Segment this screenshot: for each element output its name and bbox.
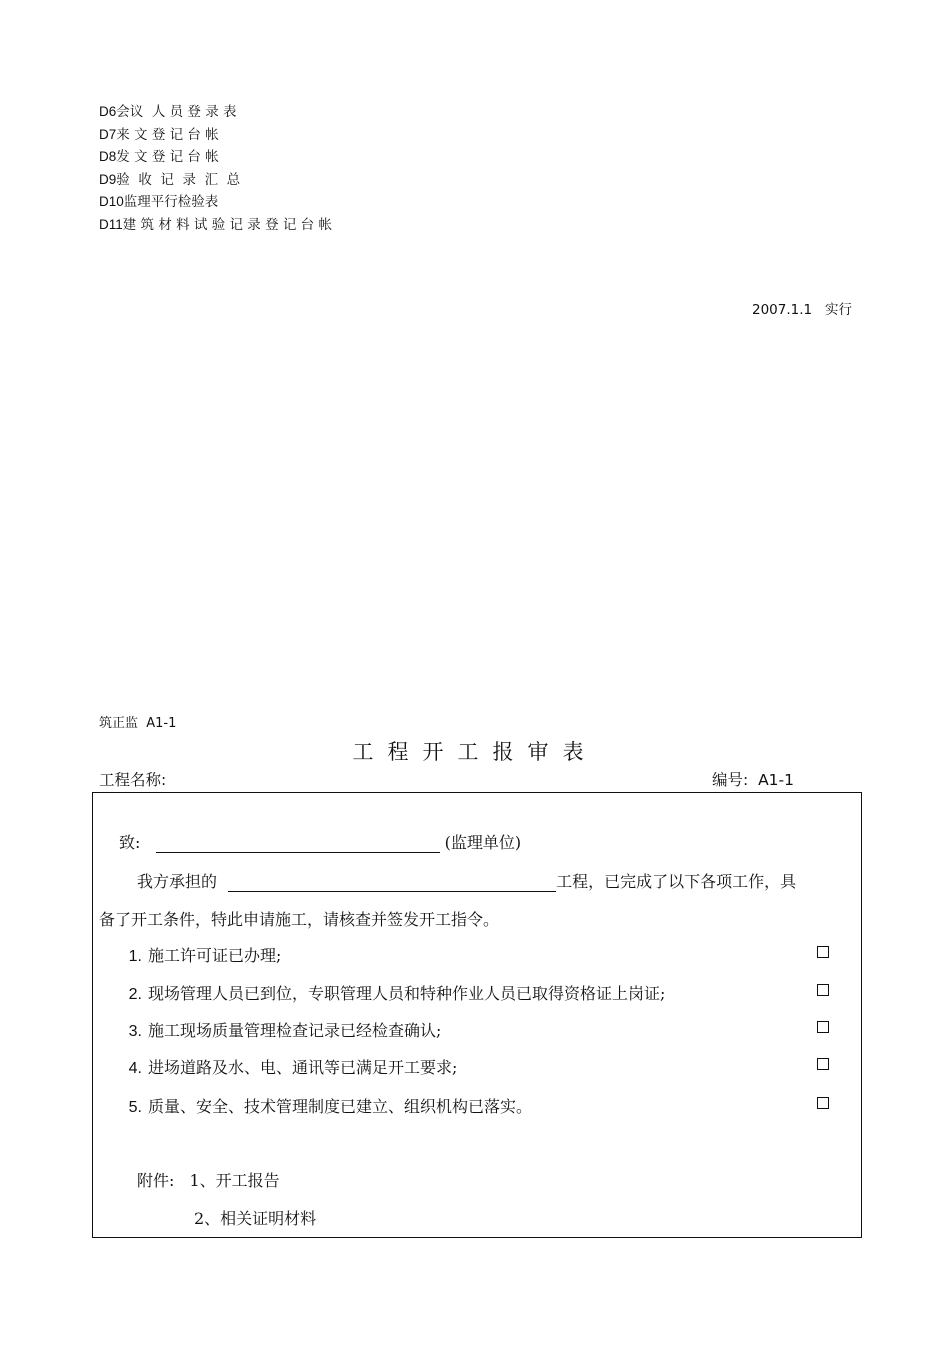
effective-date: 2007.1.1 实行 bbox=[752, 302, 852, 318]
index-item-d10 bbox=[99, 191, 332, 214]
item-number: 4. bbox=[128, 1060, 142, 1077]
intro-line bbox=[137, 869, 796, 892]
form-title: 工程开工报审表 bbox=[352, 740, 598, 764]
item-checkbox[interactable] bbox=[817, 1021, 829, 1033]
checklist-item bbox=[120, 1094, 532, 1117]
project-name-label: 工程名称: bbox=[99, 771, 167, 789]
form-code: 筑正监 A1-1 bbox=[99, 716, 177, 731]
attachments-label: 附件: bbox=[137, 1171, 175, 1190]
index-code: D7 bbox=[99, 126, 117, 142]
attachment-item: 1、开工报告 bbox=[189, 1171, 280, 1190]
item-checkbox[interactable] bbox=[817, 1097, 829, 1109]
index-title: 验 收 记 录 汇 总 bbox=[116, 171, 241, 188]
item-text: 施工许可证已办理; bbox=[148, 946, 282, 965]
index-item-d9 bbox=[99, 169, 332, 192]
index-item-d6 bbox=[99, 101, 332, 124]
checklist-item bbox=[120, 943, 281, 966]
item-text: 施工现场质量管理检查记录已经检查确认; bbox=[148, 1021, 442, 1040]
index-code: D10 bbox=[99, 194, 124, 210]
item-checkbox[interactable] bbox=[817, 984, 829, 996]
serial-number: 编号: A1-1 bbox=[712, 771, 794, 789]
index-title: 会议 人 员 登 录 表 bbox=[116, 104, 237, 120]
item-number: 5. bbox=[128, 1099, 142, 1116]
intro-suffix: 工程，已完成了以下各项工作，具 bbox=[556, 872, 797, 891]
index-code: D11 bbox=[99, 216, 123, 232]
item-number: 3. bbox=[128, 1023, 142, 1040]
intro-prefix: 我方承担的 bbox=[137, 872, 218, 891]
index-title: 监理平行检验表 bbox=[123, 194, 219, 211]
attachment-item: 2、相关证明材料 bbox=[194, 1209, 317, 1228]
index-code: D6 bbox=[99, 104, 117, 119]
item-text: 质量、安全、技术管理制度已建立、组织机构已落实。 bbox=[148, 1097, 533, 1116]
item-checkbox[interactable] bbox=[817, 946, 829, 958]
intro-line-2: 备了开工条件，特此申请施工，请核查并签发开工指令。 bbox=[99, 910, 500, 929]
checklist-item bbox=[120, 981, 665, 1004]
project-field[interactable] bbox=[228, 871, 556, 892]
index-code: D8 bbox=[99, 149, 117, 165]
checklist-item bbox=[120, 1055, 457, 1078]
item-number: 2. bbox=[128, 986, 142, 1003]
attachments-line bbox=[137, 1168, 280, 1191]
index-title: 来 文 登 记 台 帐 bbox=[116, 126, 219, 143]
addressee-field[interactable] bbox=[156, 832, 440, 853]
index-item-d7 bbox=[99, 124, 332, 147]
document-index bbox=[99, 101, 332, 237]
addressee-line bbox=[119, 830, 521, 853]
item-text: 现场管理人员已到位，专职管理人员和特种作业人员已取得资格证上岗证; bbox=[148, 984, 666, 1003]
index-title: 发 文 登 记 台 帐 bbox=[116, 149, 219, 166]
index-item-d11 bbox=[99, 214, 332, 237]
checklist-item bbox=[120, 1018, 441, 1041]
addressee-label: 致: bbox=[119, 833, 141, 852]
item-text: 进场道路及水、电、通讯等已满足开工要求; bbox=[148, 1058, 458, 1077]
item-number: 1. bbox=[128, 948, 142, 965]
index-code: D9 bbox=[99, 171, 117, 187]
index-title: 建 筑 材 料 试 验 记 录 登 记 台 帐 bbox=[122, 216, 332, 233]
item-checkbox[interactable] bbox=[817, 1058, 829, 1070]
index-item-d8 bbox=[99, 146, 332, 169]
addressee-suffix: (监理单位) bbox=[444, 833, 522, 852]
